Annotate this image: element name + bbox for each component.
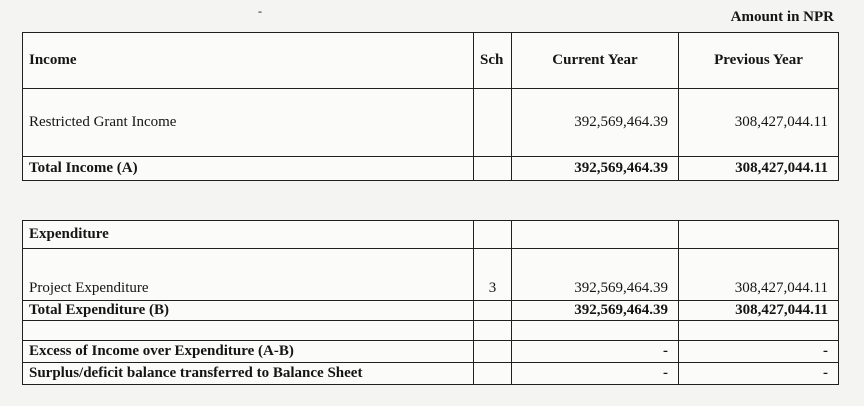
row-label: Project Expenditure [23, 249, 474, 301]
total-expenditure-previous: 308,427,044.11 [679, 301, 839, 321]
excess-current: - [512, 341, 679, 363]
row-sch: 3 [474, 249, 512, 301]
total-expenditure-current: 392,569,464.39 [512, 301, 679, 321]
surplus-row [23, 363, 839, 385]
stray-mark: - [258, 4, 262, 18]
expenditure-table [22, 220, 839, 385]
surplus-current: - [512, 363, 679, 385]
table-row [23, 249, 839, 301]
expenditure-header-row [23, 221, 839, 249]
total-income-row [23, 157, 839, 181]
surplus-label: Surplus/deficit balance transferred to Balance Sheet [23, 363, 474, 385]
row-current-year: 392,569,464.39 [512, 89, 679, 157]
current-year-header: Current Year [512, 33, 679, 89]
total-income-current: 392,569,464.39 [512, 157, 679, 181]
income-table [22, 32, 839, 181]
row-current-year: 392,569,464.39 [512, 249, 679, 301]
excess-label: Excess of Income over Expenditure (A-B) [23, 341, 474, 363]
row-previous-year: 308,427,044.11 [679, 249, 839, 301]
total-income-sch [474, 157, 512, 181]
row-label: Restricted Grant Income [23, 89, 474, 157]
row-previous-year: 308,427,044.11 [679, 89, 839, 157]
total-expenditure-row [23, 301, 839, 321]
excess-previous: - [679, 341, 839, 363]
surplus-previous: - [679, 363, 839, 385]
total-expenditure-label: Total Expenditure (B) [23, 301, 474, 321]
expenditure-header-label: Expenditure [23, 221, 474, 249]
table-row [23, 89, 839, 157]
income-header-row [23, 33, 839, 89]
total-income-label: Total Income (A) [23, 157, 474, 181]
row-sch [474, 89, 512, 157]
excess-row [23, 341, 839, 363]
previous-year-header: Previous Year [679, 33, 839, 89]
sch-header: Sch [474, 33, 512, 89]
spacer-row [23, 321, 839, 341]
total-income-previous: 308,427,044.11 [679, 157, 839, 181]
income-header-label: Income [23, 33, 474, 89]
amount-unit-note: Amount in NPR [730, 9, 834, 25]
